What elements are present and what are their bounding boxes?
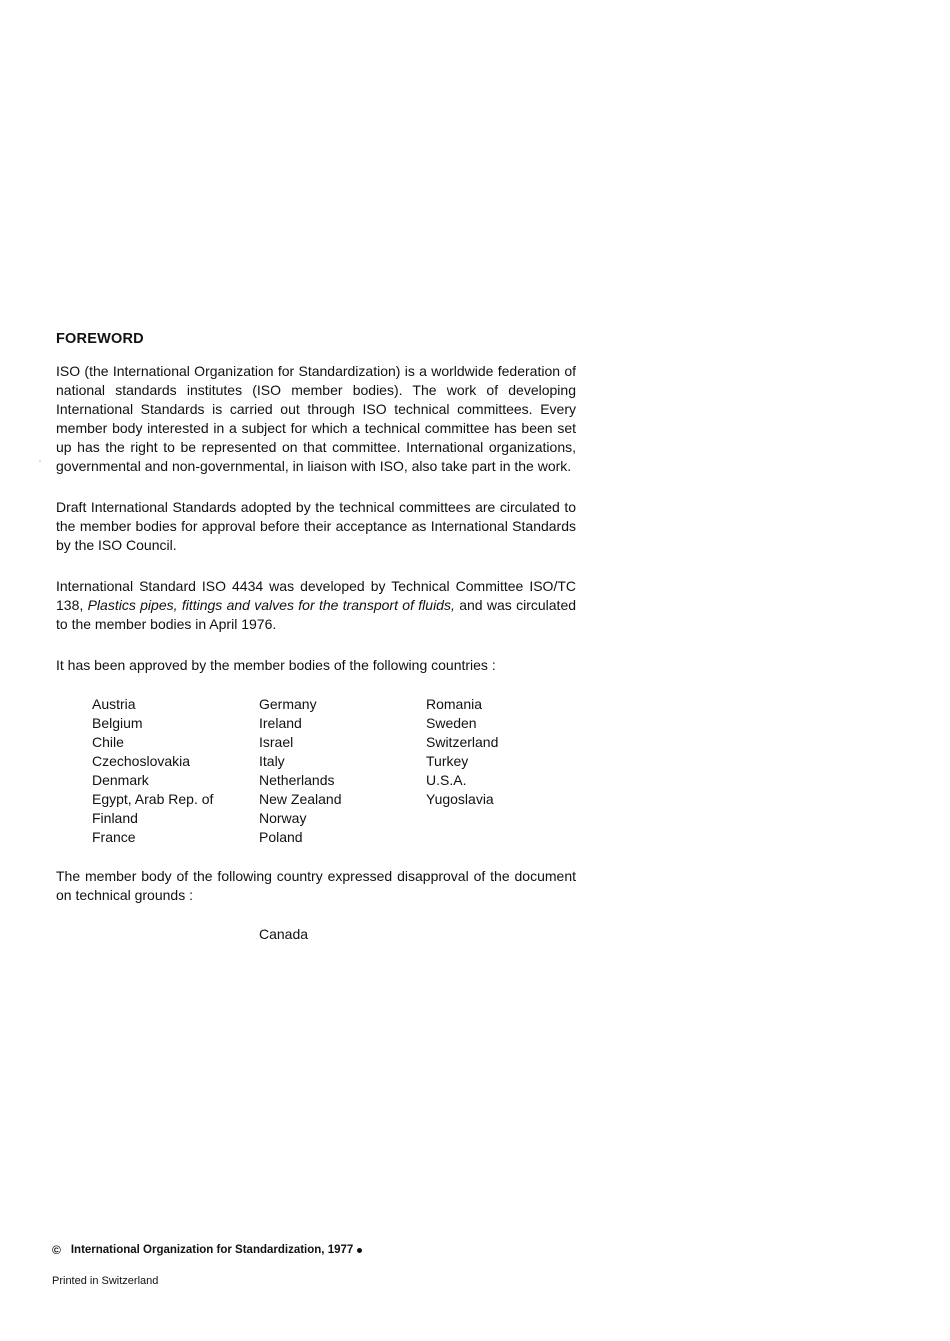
country-item: Italy bbox=[259, 753, 285, 769]
foreword-section bbox=[56, 330, 576, 944]
country-item: New Zealand bbox=[259, 791, 342, 807]
approval-intro: It has been approved by the member bodies of the following countries : bbox=[56, 657, 496, 673]
approving-countries-list bbox=[92, 695, 576, 847]
bullet-icon bbox=[357, 1248, 362, 1253]
page-footer bbox=[52, 1242, 362, 1289]
country-item: Israel bbox=[259, 734, 294, 750]
country-item: Finland bbox=[92, 810, 138, 826]
development-text-start: International Standard ISO 4434 was developed by Technical Committee ISO/TC 138, bbox=[56, 578, 576, 613]
country-item: Chile bbox=[92, 734, 124, 750]
disapproval-intro: The member body of the following country expressed disapproval of the document on technical grounds : bbox=[56, 868, 576, 903]
country-item: Austria bbox=[92, 696, 136, 712]
country-item: Sweden bbox=[426, 715, 477, 731]
country-item: France bbox=[92, 829, 136, 845]
country-item: Germany bbox=[259, 696, 317, 712]
foreword-heading: FOREWORD bbox=[56, 331, 144, 347]
scan-speck bbox=[39, 460, 41, 462]
foreword-paragraph-development bbox=[56, 577, 576, 634]
printed-in: Printed in Switzerland bbox=[52, 1275, 159, 1287]
country-item: Denmark bbox=[92, 772, 149, 788]
copyright-line bbox=[52, 1242, 362, 1258]
country-item: Belgium bbox=[92, 715, 143, 731]
country-item: Ireland bbox=[259, 715, 302, 731]
country-item: Norway bbox=[259, 810, 307, 826]
countries-column-3 bbox=[426, 695, 576, 847]
country-item: Netherlands bbox=[259, 772, 335, 788]
committee-title: Plastics pipes, fittings and valves for the transport of fluids, bbox=[87, 597, 455, 613]
country-item: U.S.A. bbox=[426, 772, 467, 788]
development-text-end: and was circulated to the member bodies in April 1976. bbox=[56, 597, 577, 632]
countries-column-1 bbox=[92, 695, 259, 847]
copyright-icon: © bbox=[52, 1243, 61, 1257]
country-item: Egypt, Arab Rep. of bbox=[92, 791, 214, 807]
country-item: Czechoslovakia bbox=[92, 753, 191, 769]
country-item: Turkey bbox=[426, 753, 469, 769]
countries-column-2 bbox=[259, 695, 426, 847]
country-item: Yugoslavia bbox=[426, 791, 494, 807]
copyright-text: International Organization for Standardization, 1977 bbox=[71, 1242, 362, 1258]
country-item: Switzerland bbox=[426, 734, 499, 750]
country-item: Romania bbox=[426, 696, 483, 712]
disapproving-country: Canada bbox=[259, 926, 309, 942]
foreword-paragraph-drafts: Draft International Standards adopted by the technical committees are circulated to the member bodies for approval before their acceptance as International Standards by the ISO Council. bbox=[56, 499, 576, 553]
foreword-paragraph-iso: ISO (the International Organization for Standardization) is a worldwide federation of national standards institutes (ISO member bodies). The work of developing International Standards is carried out through ISO technical committees. Every member body interested in a subject for which a technical committee has been set up has the right to be represented on that committee. International organizations, governmental and non-governmental, in liaison with ISO, also take part in the work. bbox=[56, 363, 576, 474]
country-item: Poland bbox=[259, 829, 303, 845]
